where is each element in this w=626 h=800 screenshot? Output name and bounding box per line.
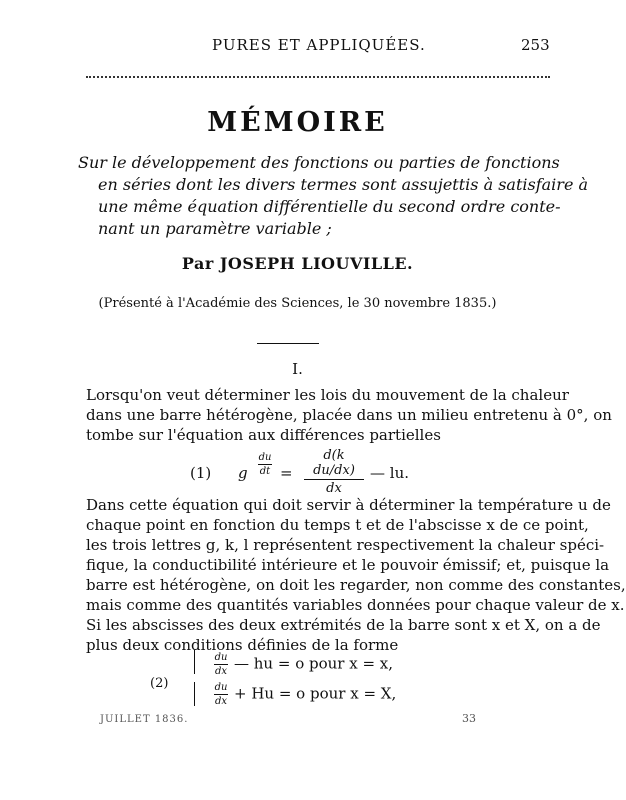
text-line: mais comme des quantités variables données pour chaque valeur de x. <box>86 596 625 614</box>
text-line: Si les abscisses des deux extrémités de la barre sont x et X, on a de <box>86 616 601 634</box>
text-line: dans une barre hétérogène, placée dans un milieu entretenu à 0°, on <box>86 406 612 424</box>
paragraph-2 <box>86 495 626 655</box>
presentation-note: (Présenté à l'Académie des Sciences, le 30 novembre 1835.) <box>98 296 497 311</box>
memoir-title: MÉMOIRE <box>207 107 388 138</box>
fraction-bar <box>214 664 228 665</box>
fraction-du-dt <box>258 452 272 477</box>
fraction-numerator: du <box>258 452 272 463</box>
subtitle-line: Sur le développement des fonctions ou parties de fonctions <box>78 153 560 172</box>
text-line: fique, la conductibilité intérieure et le pouvoir émissif; et, puisque la <box>86 556 610 574</box>
equation-1 <box>190 448 450 496</box>
page-number: 253 <box>521 36 550 54</box>
equation-row-text: — hu = o pour x = x, <box>234 654 394 673</box>
equation-tail: — lu. <box>370 464 409 482</box>
fraction-numerator: du <box>214 682 228 693</box>
fraction-du-dx <box>214 652 228 677</box>
equation-row-text: + Hu = o pour x = X, <box>234 684 397 703</box>
equation-2 <box>150 648 440 708</box>
fraction-bar <box>304 479 364 480</box>
subtitle-line: en séries dont les divers termes sont assujettis à satisfaire à <box>98 175 589 194</box>
equation-number: (2) <box>150 676 169 691</box>
fraction-denominator: dx <box>214 696 228 707</box>
fraction-numerator: du <box>214 652 228 663</box>
subtitle-line: une même équation différentielle du second ordre conte- <box>98 197 561 216</box>
text-line: Dans cette équation qui doit servir à déterminer la température u de <box>86 496 611 514</box>
running-head-title: PURES ET APPLIQUÉES. <box>212 36 426 54</box>
author-line: Par JOSEPH LIOUVILLE. <box>181 254 414 273</box>
subtitle-line: nant un paramètre variable ; <box>98 219 332 238</box>
fraction-bar <box>214 694 228 695</box>
text-line: plus deux conditions définies de la forme <box>86 636 399 654</box>
section-number: I. <box>292 360 303 378</box>
equation-row-1 <box>214 652 393 677</box>
footer-signature-date: JUILLET 1836. <box>100 714 189 725</box>
header-rule <box>86 76 550 78</box>
equation-lhs: g <box>238 464 248 482</box>
brace-top <box>194 650 197 674</box>
fraction-denominator: dt <box>259 466 271 477</box>
fraction-numerator: d(k du/dx) <box>313 448 355 478</box>
brace-bottom <box>194 682 197 706</box>
memoir-subtitle <box>78 152 589 240</box>
equation-row-2 <box>214 682 396 707</box>
equals-sign: = <box>280 464 293 482</box>
fraction-rhs <box>304 448 364 496</box>
text-line: barre est hétérogène, on doit les regarder, non comme des constantes, <box>86 576 626 594</box>
text-line: les trois lettres g, k, l représentent respectivement la chaleur spéci- <box>86 536 605 554</box>
text-line: tombe sur l'équation aux différences partielles <box>86 426 441 444</box>
paragraph-1 <box>86 385 612 445</box>
section-separator <box>257 343 319 344</box>
footer-signature-number: 33 <box>462 712 476 725</box>
fraction-bar <box>258 464 272 465</box>
fraction-denominator: dx <box>214 666 228 677</box>
text-line: Lorsqu'on veut déterminer les lois du mouvement de la chaleur <box>86 386 569 404</box>
fraction-denominator: dx <box>326 481 342 496</box>
equation-number: (1) <box>190 464 212 482</box>
fraction-du-dx <box>214 682 228 707</box>
running-head <box>0 36 595 58</box>
text-line: chaque point en fonction du temps t et de l'abscisse x de ce point, <box>86 516 589 534</box>
